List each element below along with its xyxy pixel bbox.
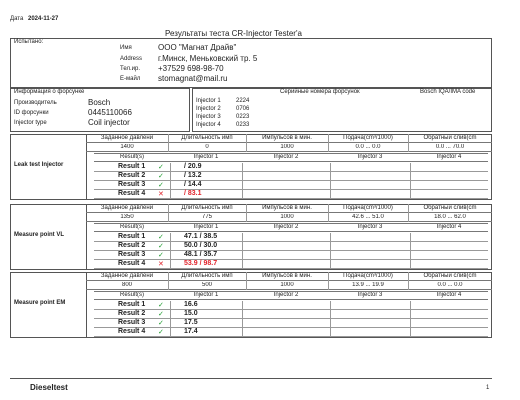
param-col-divider bbox=[328, 204, 329, 222]
tested-email-value: stomagnat@mail.ru bbox=[158, 74, 228, 83]
param-col-divider bbox=[328, 272, 329, 290]
serial-4-label: Injector 4 bbox=[196, 122, 221, 128]
result-value-injector-1: 48.1 / 35.7 bbox=[184, 251, 218, 258]
result-value-injector-1: / 13.2 bbox=[184, 172, 202, 179]
tested-box bbox=[10, 38, 492, 88]
param-header-cell: Подача(cm³/1000) bbox=[343, 205, 393, 211]
result-label: Result 4 bbox=[118, 190, 146, 197]
result-col-divider bbox=[242, 233, 243, 242]
result-col-divider bbox=[170, 181, 171, 190]
tested-name-value: ООО "Магнат Драйв" bbox=[158, 43, 237, 52]
tested-phone-label: Тел.ир. bbox=[120, 66, 140, 72]
result-row bbox=[94, 233, 488, 242]
param-value-cell: 800 bbox=[121, 282, 132, 288]
result-value-injector-1: / 14.4 bbox=[184, 181, 202, 188]
date-label: Дата bbox=[10, 16, 24, 22]
serials-title: Серийные номера форсунок bbox=[280, 89, 360, 95]
result-value-injector-1: 15.0 bbox=[184, 310, 198, 317]
param-header-cell: Заданное давлени bbox=[100, 205, 154, 211]
param-value-cell: 500 bbox=[201, 282, 212, 288]
result-col-divider bbox=[330, 328, 331, 337]
result-col-divider bbox=[410, 233, 411, 242]
result-value-injector-1: 50.0 / 30.0 bbox=[184, 242, 218, 249]
result-ok-icon: ✓ bbox=[158, 311, 164, 318]
serial-3-label: Injector 3 bbox=[196, 114, 221, 120]
result-value-injector-1: 16.6 bbox=[184, 301, 198, 308]
param-col-divider bbox=[328, 134, 329, 152]
result-col-divider bbox=[410, 319, 411, 328]
param-header-cell: Обратный слив(cm bbox=[423, 135, 477, 141]
result-col-divider bbox=[242, 301, 243, 310]
result-header-cell: Injector 3 bbox=[357, 292, 383, 298]
result-col-divider bbox=[410, 260, 411, 269]
param-header-cell: Подача(cm³/1000) bbox=[343, 135, 393, 141]
result-row bbox=[94, 319, 488, 328]
result-header-cell: Result(s) bbox=[119, 292, 144, 298]
result-ok-icon: ✓ bbox=[158, 329, 164, 336]
param-col-divider bbox=[408, 204, 409, 222]
result-row bbox=[94, 181, 488, 190]
result-header-cell: Result(s) bbox=[119, 154, 144, 160]
result-col-divider bbox=[410, 301, 411, 310]
param-col-divider bbox=[168, 272, 169, 290]
result-header-cell: Injector 4 bbox=[436, 154, 462, 160]
result-ok-icon: ✓ bbox=[158, 320, 164, 327]
page-title: Результаты теста CR-Injector Tester'а bbox=[165, 29, 302, 38]
test-name: Measure point VL bbox=[14, 232, 65, 238]
result-row bbox=[94, 163, 488, 172]
result-label: Result 3 bbox=[118, 319, 146, 326]
result-col-divider bbox=[170, 190, 171, 199]
param-value-cell: 0.0 ... 0.0 bbox=[437, 282, 463, 288]
date-value: 2024-11-27 bbox=[28, 16, 59, 22]
result-ok-icon: ✓ bbox=[158, 243, 164, 250]
results-header-row bbox=[94, 291, 488, 300]
result-label: Result 2 bbox=[118, 172, 146, 179]
test-name: Leak test Injector bbox=[14, 162, 64, 168]
footer-brand: Dieseltest bbox=[30, 383, 68, 392]
results-header-row bbox=[94, 153, 488, 162]
param-header-cell: Подача(cm³/1000) bbox=[343, 273, 393, 279]
param-value-cell: 1400 bbox=[120, 144, 134, 150]
serial-2-value: 0706 bbox=[236, 106, 250, 112]
result-col-divider bbox=[242, 172, 243, 181]
param-header-cell: Обратный слив(cm bbox=[423, 205, 477, 211]
test-name: Measure point EM bbox=[14, 300, 66, 306]
result-col-divider bbox=[170, 301, 171, 310]
param-value-cell: 13.9 ... 19.9 bbox=[352, 282, 384, 288]
param-header-cell: Импульсов в мин. bbox=[262, 205, 312, 211]
result-col-divider bbox=[330, 172, 331, 181]
param-value-cell: 1000 bbox=[280, 144, 294, 150]
param-header-cell: Длительность имп bbox=[181, 135, 233, 141]
result-row bbox=[94, 242, 488, 251]
result-label: Result 3 bbox=[118, 181, 146, 188]
manufacturer-label: Производитель bbox=[14, 100, 57, 106]
result-value-injector-1: / 20.9 bbox=[184, 163, 202, 170]
result-ok-icon: ✓ bbox=[158, 164, 164, 171]
result-col-divider bbox=[242, 251, 243, 260]
result-header-cell: Injector 4 bbox=[436, 224, 462, 230]
param-header-cell: Импульсов в мин. bbox=[262, 273, 312, 279]
result-col-divider bbox=[242, 328, 243, 337]
injector-info-title: Информация о форсунке bbox=[14, 89, 85, 95]
param-value-cell: 0 bbox=[205, 144, 209, 150]
result-ok-icon: ✓ bbox=[158, 234, 164, 241]
param-value-cell: 775 bbox=[201, 214, 212, 220]
result-label: Result 1 bbox=[118, 301, 146, 308]
serials-code-title: Bosch IQA/IMA code bbox=[420, 89, 476, 95]
param-value-cell: 0.0 ... 0.0 bbox=[355, 144, 381, 150]
result-col-divider bbox=[410, 172, 411, 181]
param-col-divider bbox=[246, 134, 247, 152]
serial-4-value: 0233 bbox=[236, 122, 250, 128]
result-col-divider bbox=[170, 319, 171, 328]
result-col-divider bbox=[242, 310, 243, 319]
serial-1-label: Injector 1 bbox=[196, 98, 221, 104]
result-col-divider bbox=[170, 260, 171, 269]
param-col-divider bbox=[408, 272, 409, 290]
tested-address-label: Address bbox=[120, 56, 143, 62]
result-col-divider bbox=[330, 260, 331, 269]
serial-3-value: 0223 bbox=[236, 114, 250, 120]
result-header-cell: Injector 4 bbox=[436, 292, 462, 298]
param-value-cell: 1350 bbox=[120, 214, 134, 220]
result-value-injector-1: 47.1 / 38.5 bbox=[184, 233, 218, 240]
param-header-cell: Длительность имп bbox=[181, 273, 233, 279]
result-col-divider bbox=[242, 181, 243, 190]
result-header-cell: Injector 3 bbox=[357, 224, 383, 230]
result-row bbox=[94, 301, 488, 310]
result-col-divider bbox=[170, 233, 171, 242]
injector-id-value: 0445110066 bbox=[88, 108, 132, 117]
result-col-divider bbox=[170, 163, 171, 172]
result-col-divider bbox=[242, 163, 243, 172]
param-value-cell: 0.0 ... 70.0 bbox=[435, 144, 465, 150]
result-col-divider bbox=[330, 181, 331, 190]
result-fail-icon: ✕ bbox=[158, 261, 164, 268]
result-col-divider bbox=[330, 310, 331, 319]
result-fail-icon: ✕ bbox=[158, 191, 164, 198]
tested-phone-value: +37529 698-98-70 bbox=[158, 64, 224, 73]
param-header-cell: Длительность имп bbox=[181, 205, 233, 211]
tested-label: Испытано: bbox=[14, 39, 44, 45]
result-col-divider bbox=[242, 190, 243, 199]
result-col-divider bbox=[330, 233, 331, 242]
result-label: Result 3 bbox=[118, 251, 146, 258]
param-value-cell: 18.0 ... 62.0 bbox=[434, 214, 466, 220]
result-row bbox=[94, 260, 488, 269]
result-label: Result 4 bbox=[118, 328, 146, 335]
result-col-divider bbox=[410, 328, 411, 337]
param-col-divider bbox=[408, 134, 409, 152]
result-header-cell: Injector 1 bbox=[193, 292, 219, 298]
result-ok-icon: ✓ bbox=[158, 182, 164, 189]
result-value-injector-1: 17.4 bbox=[184, 328, 198, 335]
result-label: Result 2 bbox=[118, 310, 146, 317]
manufacturer-value: Bosch bbox=[88, 98, 111, 107]
param-value-cell: 1000 bbox=[280, 282, 294, 288]
result-col-divider bbox=[410, 163, 411, 172]
result-label: Result 2 bbox=[118, 242, 146, 249]
result-value-injector-1: 17.5 bbox=[184, 319, 198, 326]
result-header-cell: Injector 2 bbox=[273, 154, 299, 160]
result-header-cell: Injector 2 bbox=[273, 292, 299, 298]
result-label: Result 1 bbox=[118, 233, 146, 240]
result-col-divider bbox=[410, 190, 411, 199]
result-ok-icon: ✓ bbox=[158, 173, 164, 180]
result-col-divider bbox=[242, 260, 243, 269]
result-ok-icon: ✓ bbox=[158, 302, 164, 309]
result-header-cell: Injector 1 bbox=[193, 224, 219, 230]
result-col-divider bbox=[410, 242, 411, 251]
result-col-divider bbox=[170, 251, 171, 260]
param-col-divider bbox=[168, 134, 169, 152]
serial-1-value: 2224 bbox=[236, 98, 250, 104]
tested-email-label: E-майл bbox=[120, 76, 141, 82]
result-row bbox=[94, 172, 488, 181]
result-value-injector-1: / 83.1 bbox=[184, 190, 202, 197]
footer-page-number: 1 bbox=[486, 385, 490, 391]
param-value-cell: 1000 bbox=[280, 214, 294, 220]
param-value-cell: 42.6 ... 51.0 bbox=[352, 214, 384, 220]
result-header-cell: Injector 1 bbox=[193, 154, 219, 160]
result-col-divider bbox=[330, 319, 331, 328]
result-value-injector-1: 53.9 / 98.7 bbox=[184, 260, 218, 267]
result-row bbox=[94, 251, 488, 260]
result-col-divider bbox=[410, 251, 411, 260]
result-col-divider bbox=[170, 310, 171, 319]
result-row bbox=[94, 190, 488, 199]
param-header-cell: Заданное давлени bbox=[100, 135, 154, 141]
injector-type-label: Injector type bbox=[14, 120, 47, 126]
param-header-cell: Импульсов в мин. bbox=[262, 135, 312, 141]
result-row bbox=[94, 328, 488, 337]
result-col-divider bbox=[170, 328, 171, 337]
result-col-divider bbox=[410, 310, 411, 319]
result-col-divider bbox=[330, 242, 331, 251]
result-col-divider bbox=[330, 251, 331, 260]
result-col-divider bbox=[170, 172, 171, 181]
result-col-divider bbox=[330, 190, 331, 199]
result-label: Result 1 bbox=[118, 163, 146, 170]
footer-divider bbox=[10, 378, 492, 379]
param-col-divider bbox=[168, 204, 169, 222]
tested-name-label: Имя bbox=[120, 45, 132, 51]
result-col-divider bbox=[330, 163, 331, 172]
serial-2-label: Injector 2 bbox=[196, 106, 221, 112]
result-label: Result 4 bbox=[118, 260, 146, 267]
result-header-cell: Result(s) bbox=[119, 224, 144, 230]
result-header-cell: Injector 2 bbox=[273, 224, 299, 230]
injector-type-value: Coil injector bbox=[88, 118, 130, 127]
param-col-divider bbox=[246, 204, 247, 222]
result-col-divider bbox=[242, 242, 243, 251]
result-col-divider bbox=[170, 242, 171, 251]
result-col-divider bbox=[330, 301, 331, 310]
result-ok-icon: ✓ bbox=[158, 252, 164, 259]
param-header-cell: Заданное давлени bbox=[100, 273, 154, 279]
param-header-cell: Обратный слив(cm bbox=[423, 273, 477, 279]
result-row bbox=[94, 310, 488, 319]
param-col-divider bbox=[246, 272, 247, 290]
injector-id-label: ID форсунки bbox=[14, 110, 49, 116]
result-col-divider bbox=[242, 319, 243, 328]
tested-address-value: г.Минск, Меньковский тр. 5 bbox=[158, 54, 258, 63]
result-header-cell: Injector 3 bbox=[357, 154, 383, 160]
result-col-divider bbox=[410, 181, 411, 190]
results-header-row bbox=[94, 223, 488, 232]
